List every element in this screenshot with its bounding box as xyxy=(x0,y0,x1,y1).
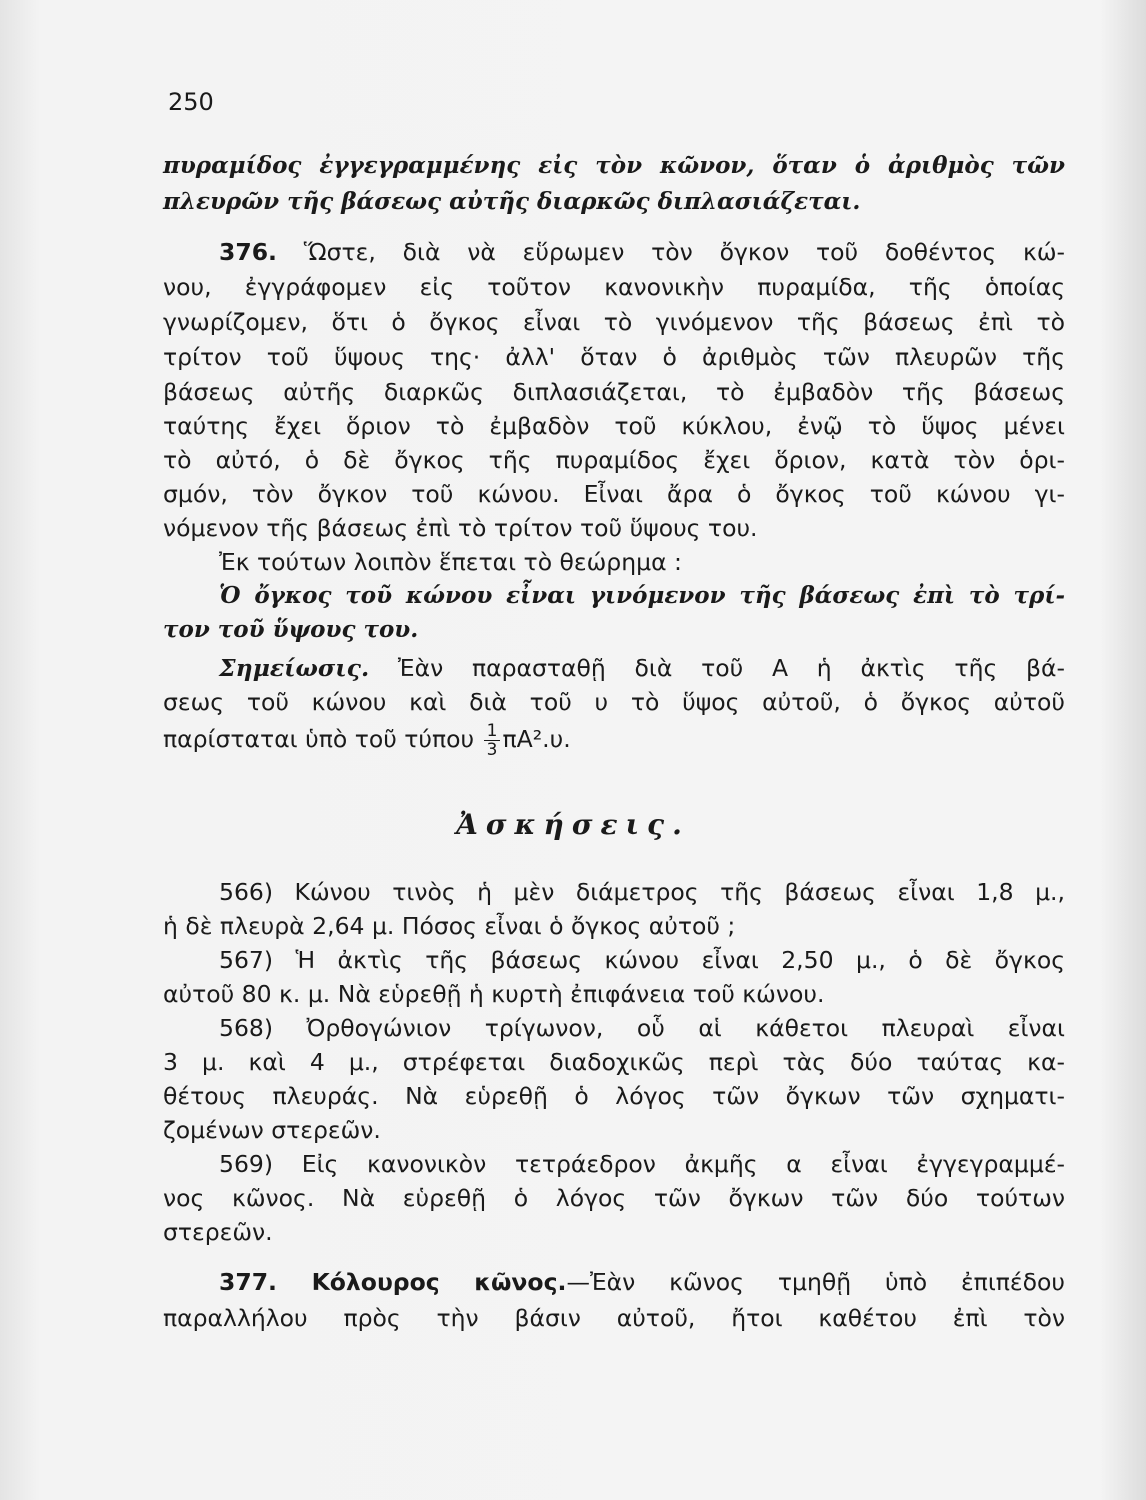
exercise-568-line: ζομένων στερεῶν. xyxy=(163,1116,381,1144)
section-376-line: ταύτης ἔχει ὅριον τὸ ἐμβαδὸν τοῦ κύκλου, ἐνῷ τὸ ὕψος μένει xyxy=(163,412,1065,440)
theorem-text: Ὁ ὄγκος τοῦ κώνου εἶναι γινόμενον τῆς βάσεως ἐπὶ τὸ τρί- xyxy=(219,582,1065,609)
exercise-567-line: 567) Ἡ ἀκτὶς τῆς βάσεως κώνου εἶναι 2,50 μ., ὁ δὲ ὄγκος xyxy=(219,946,1065,974)
section-377-first-line xyxy=(163,1266,1065,1298)
fraction-numerator: 1 xyxy=(484,722,501,741)
note-formula-line xyxy=(163,722,1065,759)
note-first-line xyxy=(163,652,1065,684)
exercise-569-line: στερεῶν. xyxy=(163,1218,273,1246)
section-377-text: —Ἐὰν κῶνος τμηθῇ ὑπὸ ἐπιπέδου xyxy=(566,1268,1065,1296)
note-text: παρίσταται ὑπὸ τοῦ τύπου xyxy=(163,725,475,753)
exercise-566-line: ἡ δὲ πλευρὰ 2,64 μ. Πόσος εἶναι ὁ ὄγκος αὐτοῦ ; xyxy=(163,912,736,940)
fraction-denominator: 3 xyxy=(486,740,498,760)
section-376-first-line xyxy=(163,236,1065,268)
theorem-text: τον τοῦ ὕψους του. xyxy=(163,616,419,643)
page-number: 250 xyxy=(168,88,214,116)
intro-line: πλευρῶν τῆς βάσεως αὐτῆς διαρκῶς διπλασιάζεται. xyxy=(163,188,861,215)
section-376-line: γνωρίζομεν, ὅτι ὁ ὄγκος εἶναι τὸ γινόμενον τῆς βάσεως ἐπὶ τὸ xyxy=(163,308,1065,336)
formula-rest: πΑ².υ. xyxy=(502,725,571,753)
intro-line: πυραμίδος ἐγγεγραμμένης εἰς τὸν κῶνον, ὅταν ὁ ἀριθμὸς τῶν xyxy=(163,152,1065,179)
theorem-intro: Ἐκ τούτων λοιπὸν ἕπεται τὸ θεώρημα : xyxy=(219,548,682,576)
exercise-568-line: 3 μ. καὶ 4 μ., στρέφεται διαδοχικῶς περὶ τὰς δύο ταύτας κα- xyxy=(163,1048,1065,1076)
section-376-line: νου, ἐγγράφομεν εἰς τοῦτον κανονικὴν πυραμίδα, τῆς ὁποίας xyxy=(163,273,1065,301)
section-376-text: Ὥστε, διὰ νὰ εὕρωμεν τὸν ὄγκον τοῦ δοθέντος κώ- xyxy=(303,238,1065,266)
formula-fraction xyxy=(484,722,501,759)
section-376-line: τρίτον τοῦ ὕψους της· ἀλλ' ὅταν ὁ ἀριθμὸς τῶν πλευρῶν τῆς xyxy=(163,343,1065,371)
note-text: Ἐὰν παρασταθῇ διὰ τοῦ Α ἡ ἀκτὶς τῆς βά- xyxy=(397,654,1065,682)
exercise-567-line: αὐτοῦ 80 κ. μ. Νὰ εὑρεθῇ ἡ κυρτὴ ἐπιφάνεια τοῦ κώνου. xyxy=(163,980,825,1008)
section-377-title: 377. Κόλουρος κῶνος. xyxy=(219,1268,567,1296)
section-376-number: 376. xyxy=(219,238,277,266)
exercise-569-line: 569) Εἰς κανονικὸν τετράεδρον ἀκμῆς α εἶναι ἐγγεγραμμέ- xyxy=(219,1150,1065,1178)
exercise-568-line: 568) Ὀρθογώνιον τρίγωνον, οὗ αἱ κάθετοι πλευραὶ εἶναι xyxy=(219,1014,1065,1042)
exercise-569-line: νος κῶνος. Νὰ εὑρεθῇ ὁ λόγος τῶν ὄγκων τῶν δύο τούτων xyxy=(163,1184,1065,1212)
note-line: σεως τοῦ κώνου καὶ διὰ τοῦ υ τὸ ὕψος αὐτοῦ, ὁ ὄγκος αὐτοῦ xyxy=(163,688,1065,716)
note-label: Σημείωσις. xyxy=(219,654,370,682)
exercise-568-line: θέτους πλευράς. Νὰ εὑρεθῇ ὁ λόγος τῶν ὄγκων τῶν σχηματι- xyxy=(163,1082,1065,1110)
section-377-line: παραλλήλου πρὸς τὴν βάσιν αὐτοῦ, ἤτοι καθέτου ἐπὶ τὸν xyxy=(163,1304,1065,1332)
section-376-line: σμόν, τὸν ὄγκον τοῦ κώνου. Εἶναι ἄρα ὁ ὄγκος τοῦ κώνου γι- xyxy=(163,480,1065,508)
exercise-566-line: 566) Κώνου τινὸς ἡ μὲν διάμετρος τῆς βάσεως εἶναι 1,8 μ., xyxy=(219,878,1065,906)
section-376-line: βάσεως αὐτῆς διαρκῶς διπλασιάζεται, τὸ ἐμβαδὸν τῆς βάσεως xyxy=(163,378,1065,406)
section-376-line: νόμενον τῆς βάσεως ἐπὶ τὸ τρίτον τοῦ ὕψους του. xyxy=(163,514,758,542)
exercises-heading: Ἀσκήσεις. xyxy=(456,808,690,841)
section-376-line: τὸ αὐτό, ὁ δὲ ὄγκος τῆς πυραμίδος ἔχει ὅριον, κατὰ τὸν ὁρι- xyxy=(163,446,1065,474)
